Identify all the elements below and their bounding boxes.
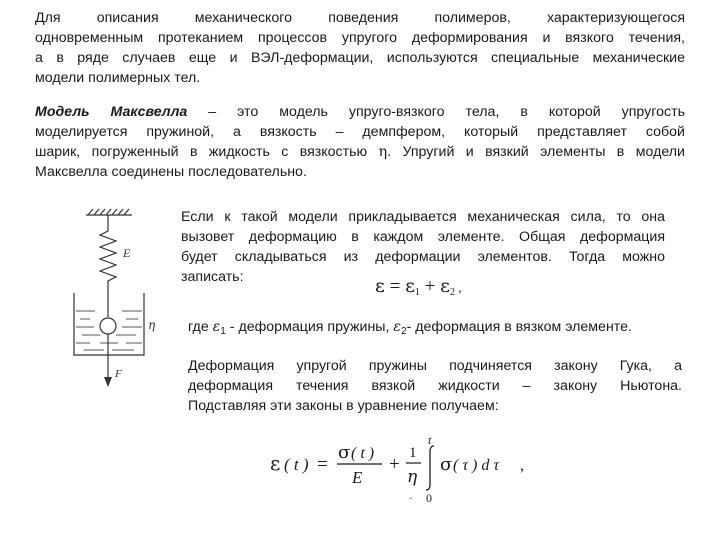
eq2-num: σ <box>338 442 351 463</box>
maxwell-model-diagram <box>60 205 170 395</box>
equation-total-strain <box>375 276 461 303</box>
spring <box>100 215 116 317</box>
maxwell-line3-a: шарик, погруженный в жидкость с вязкостью <box>35 144 379 160</box>
where-line <box>188 317 688 342</box>
eq1-tail: , <box>454 280 462 295</box>
intro-line: Для описания механического поведения полимеров, характеризующегося <box>35 10 685 26</box>
maxwell-paragraph <box>35 102 685 182</box>
eq2-plus: + <box>389 454 400 475</box>
maxwell-line <box>35 142 685 162</box>
eq1-sub1: 1 <box>414 287 420 298</box>
intro-line: одновременным протеканием процессов упругого деформирования и вязкого течения, <box>35 30 685 46</box>
eq2-lhs-arg: ( t ) <box>284 455 309 474</box>
force-paragraph <box>181 207 665 287</box>
intro-line: модели полимерных тел. <box>35 70 201 86</box>
maxwell-line3-b: . Упругий и вязкий элементы в модели <box>387 144 685 160</box>
force-line: Если к такой модели прикладывается механическая сила, то она <box>181 209 665 225</box>
eq2-integrand: σ <box>440 454 453 475</box>
eq2-lhs: ε <box>270 451 281 475</box>
where-pre: где <box>188 319 213 335</box>
force-line: записать: <box>181 269 244 285</box>
eq1-plus: + <box>419 276 441 297</box>
damper-ball <box>100 318 116 334</box>
equation-maxwell-strain <box>268 436 548 506</box>
maxwell-line <box>35 102 685 122</box>
force-arrow-head <box>104 377 112 387</box>
eq1-eps2: ε <box>440 275 450 297</box>
eq1-eps: ε <box>375 275 385 297</box>
laws-line: Подставляя эти законы в уравнение получаем: <box>188 398 499 414</box>
eq2-one: 1 <box>409 445 417 461</box>
intro-line: а в ряде случаев еще и ВЭЛ-деформации, используются специальные механические <box>35 50 685 66</box>
where-sub1: 1 <box>220 326 226 337</box>
stray-mark: - <box>409 493 413 504</box>
force-line: будет складываться из деформации элементов. Тогда можно <box>181 249 665 265</box>
where-eps2: ε <box>393 319 402 335</box>
where-sub2: 2 <box>401 326 407 337</box>
eq2-integrand-arg: ( τ ) d τ <box>453 457 500 474</box>
eta-symbol: η <box>378 144 388 160</box>
eq2-lower-limit: 0 <box>426 491 432 505</box>
force-line: вызовет деформацию в каждом элементе. Общая деформация <box>181 229 665 245</box>
force-label-F: F <box>115 368 122 380</box>
eq2-num-arg: ( t ) <box>351 445 375 462</box>
eq1-equals: = <box>384 276 406 297</box>
maxwell-term: Модель Максвелла <box>35 104 188 120</box>
laws-paragraph <box>188 356 682 416</box>
where-post: - деформация в вязком элементе. <box>406 319 632 335</box>
laws-line: деформация течения вязкой жидкости – закону Ньютона. <box>188 378 682 394</box>
where-mid: - деформация пружины, <box>225 319 394 335</box>
where-eps1: ε <box>212 319 221 335</box>
maxwell-line: Максвелла соединены последовательно. <box>35 164 307 180</box>
laws-line: Деформация упругой пружины подчиняется закону Гука, а <box>188 358 682 374</box>
spring-label-E: E <box>123 246 131 260</box>
eq2-eta: η <box>407 467 418 487</box>
eq2-comma: , <box>520 457 524 474</box>
eq2-upper-limit: t <box>428 436 432 447</box>
eq2-den: E <box>352 468 363 487</box>
damper-label-eta: η <box>148 318 156 332</box>
ceiling-support <box>86 209 132 215</box>
eq1-sub2: 2 <box>449 287 455 298</box>
eq1-eps1: ε <box>405 275 415 297</box>
eq2-equals: = <box>317 454 328 475</box>
eq2-integral-sign <box>426 446 434 490</box>
maxwell-line: моделируется пружиной, а вязкость – демпфером, который представляет собой <box>35 124 685 140</box>
intro-paragraph <box>35 8 685 88</box>
maxwell-line1-rest: – это модель упруго-вязкого тела, в которой упругость <box>187 104 685 120</box>
